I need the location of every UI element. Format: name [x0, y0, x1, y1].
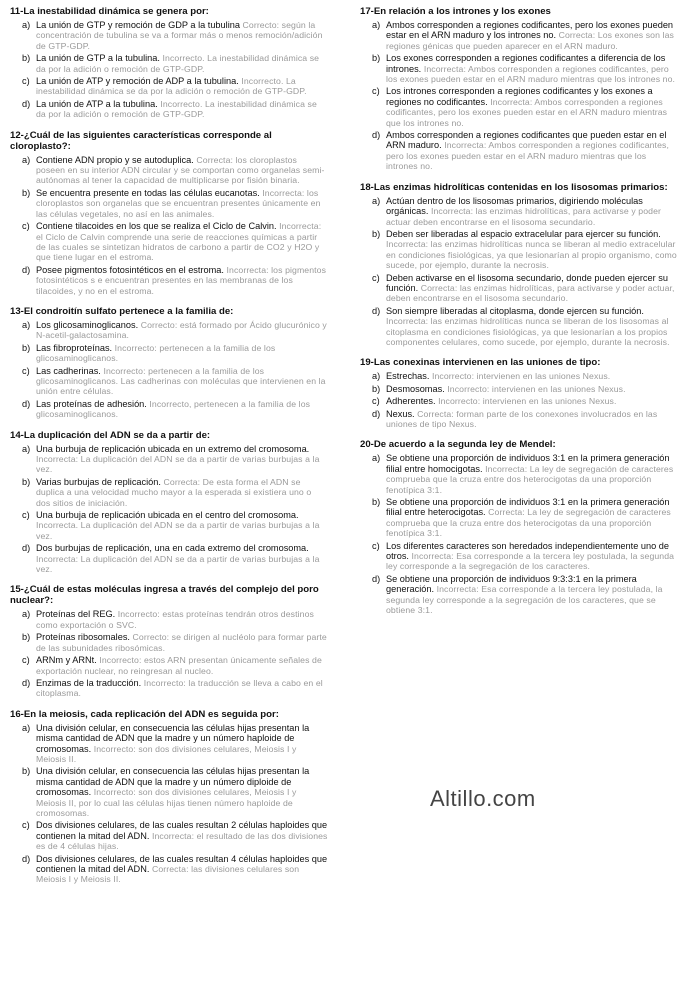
option-feedback: Incorrecta. La duplicación del ADN se da a partir de varias burbujas a la vez.	[36, 520, 320, 541]
option-text: Ambos corresponden a regiones codificantes, pero los exones pueden estar en el ARN maduro y los intrones no.	[386, 20, 674, 41]
answer-option	[360, 306, 678, 348]
option-letter: d)	[22, 398, 31, 409]
option-feedback: Correcta: las enzimas hidrolíticas, para activarse y poder actuar, deben encontrarse en el lisosoma secundario.	[386, 282, 675, 304]
option-letter: a)	[22, 154, 31, 165]
option-text: Una división celular, en consecuencia las células hijas presentan la misma cantidad de ADN que la madre y un número haploide de cromosomas.	[36, 722, 310, 754]
option-text: ARNm y ARNt.	[36, 655, 97, 666]
answer-option	[10, 20, 328, 51]
answer-option	[10, 343, 328, 364]
option-text: Adherentes.	[386, 396, 436, 407]
answer-option	[360, 229, 678, 271]
option-feedback: Incorrecto. La inestabilidad dinámica se da por la adición o remoción de GTP-GDP.	[36, 98, 317, 120]
answer-option	[360, 86, 678, 128]
option-letter: c)	[22, 365, 30, 376]
question-title: 16-En la meiosis, cada replicación del ADN es seguida por:	[10, 708, 279, 720]
option-text: Las cadherinas.	[36, 365, 101, 376]
option-feedback: Incorrecto: intervienen en las uniones Nexus.	[447, 383, 626, 394]
answer-option	[10, 543, 328, 574]
option-text: Se obtiene una proporción de individuos 9:3:3:1 en la primera generación.	[386, 573, 637, 595]
answer-option	[10, 99, 328, 120]
option-text: La unión de GTP a la tubulina.	[36, 53, 160, 64]
answer-option	[10, 723, 328, 765]
answer-option	[10, 477, 328, 508]
option-text: Los diferentes caracteres son heredados independientemente uno de otros.	[386, 540, 669, 562]
answer-options	[360, 196, 678, 348]
answer-option	[10, 678, 328, 699]
answer-option	[360, 196, 678, 227]
option-feedback: Incorrecta: los pigmentos fotosintéticos s e encuentran presentes en las membranas de los tilacoides, y no en el estroma.	[36, 264, 327, 296]
answer-option	[10, 320, 328, 341]
option-feedback: Incorrecto: pertenecen a la familia de los glicosaminoglicanos. Las cadherinas con moléculas que intervienen en la unión entre células.	[36, 365, 326, 397]
option-text: Contiene ADN propio y se autoduplica.	[36, 154, 194, 165]
question-title: 11-La inestabilidad dinámica se genera por:	[10, 6, 209, 17]
option-letter: b)	[22, 342, 31, 353]
option-feedback: Incorrecto: intervienen en las uniones Nexus.	[431, 371, 611, 382]
answer-option	[10, 609, 328, 630]
answer-options	[10, 320, 328, 420]
answer-option	[10, 510, 328, 541]
option-feedback: Incorrecta: el Ciclo de Calvin comprende una serie de reacciones químicas a partir de las cuales se sintetizan hidratos de carbono a partir de CO2 y H2O y que tiene lugar en el estroma.	[36, 221, 322, 263]
right-column	[360, 6, 678, 626]
option-letter: c)	[22, 76, 30, 87]
answer-option	[10, 221, 328, 263]
option-letter: c)	[22, 820, 30, 831]
question-title: 17-En relación a los intrones y los exones	[360, 6, 551, 17]
option-feedback: Incorrecta: las enzimas hidrolíticas nunca se liberan al medio extracelular en condiciones fisiológicas, ya que lesionarían al propio organismo, como sucede, por ejemplo, durante la necrosis.	[386, 239, 677, 271]
option-feedback: Incorrecta: Esa corresponde a la tercera ley postulada, la segunda ley corresponde a la segregación de los caracteres.	[386, 551, 675, 572]
answer-option	[10, 155, 328, 186]
question-block	[360, 439, 678, 615]
question-title: 13-El condroitín sulfato pertenece a la familia de:	[10, 305, 234, 317]
answer-option	[10, 76, 328, 97]
option-text: Contiene tilacoides en los que se realiza el Ciclo de Calvin.	[36, 221, 277, 232]
option-text: Se obtiene una proporción de individuos 3:1 en la primera generación filial entre heterocigotas.	[386, 497, 670, 518]
option-feedback: Incorrecto: son dos divisiones celulares, Meiosis I y Meiosis II, por lo cual las células hijas tienen número haploide de cromosomas.	[36, 787, 297, 818]
option-feedback: Incorrecto. La inestabilidad dinámica se da por la adición o remoción de GTP-GDP.	[36, 76, 307, 97]
option-feedback: Correcta: Los exones son las regiones génicas que pueden aparecer en el ARN maduro.	[386, 30, 674, 51]
option-letter: b)	[22, 766, 31, 777]
answer-options	[10, 20, 328, 120]
option-text: Los intrones corresponden a regiones codificantes y los exones a regiones no codificantes.	[386, 86, 653, 107]
answer-option	[360, 130, 678, 172]
answer-option	[10, 265, 328, 296]
answer-option	[10, 766, 328, 818]
option-text: Proteínas del REG.	[36, 609, 116, 620]
option-letter: c)	[372, 86, 380, 97]
answer-option	[360, 497, 678, 539]
option-letter: c)	[372, 540, 380, 551]
option-text: Una burbuja de replicación ubicada en el centro del cromosoma.	[36, 510, 299, 521]
option-letter: a)	[22, 20, 31, 30]
answer-option	[360, 384, 678, 394]
option-letter: a)	[372, 20, 381, 30]
option-letter: d)	[22, 853, 31, 864]
option-text: Dos burbujas de replicación, una en cada extremo del cromosoma.	[36, 543, 309, 554]
option-letter: b)	[22, 187, 31, 198]
option-text: Una burbuja de replicación ubicada en un extremo del cromosoma.	[36, 443, 310, 454]
option-text: La unión de GTP y remoción de GDP a la tubulina	[36, 20, 240, 30]
answer-options	[10, 444, 328, 575]
question-title: 18-Las enzimas hidrolíticas contenidas en los lisosomas primarios:	[360, 181, 668, 193]
option-feedback: Correcta: De esta forma el ADN se duplica a una velocidad mucho mayor a la esperada si existiera uno o dos sitios de iniciación.	[36, 476, 312, 508]
option-feedback: Incorrecta: el resultado de las dos divisiones es de 4 células hijas.	[36, 830, 328, 852]
answer-options	[10, 609, 328, 698]
option-letter: d)	[22, 98, 31, 109]
option-feedback: Correcta: forman parte de los conexones involucrados en las uniones de tipo Nexus.	[386, 408, 658, 429]
option-feedback: Correcto: está formado por Ácido glucurónico y N-acetil-galactosamina.	[36, 319, 327, 341]
option-letter: d)	[22, 264, 31, 275]
question-title: 12-¿Cuál de las siguientes características corresponde al cloroplasto?:	[10, 129, 272, 152]
option-letter: b)	[22, 53, 31, 64]
option-feedback: Incorrecto: intervienen en las uniones Nexus.	[438, 396, 617, 407]
answer-option	[360, 574, 678, 616]
answer-option	[360, 396, 678, 406]
option-text: Los glicosaminoglicanos.	[36, 319, 139, 330]
option-text: La unión de ATP y remoción de ADP a la tubulina.	[36, 76, 239, 87]
question-block	[10, 306, 328, 420]
answer-option	[360, 273, 678, 304]
answer-options	[10, 723, 328, 885]
option-text: Dos divisiones celulares, de las cuales resultan 4 células haploides que contienen la mitad del ADN.	[36, 853, 328, 874]
option-text: Estrechas.	[386, 371, 430, 382]
option-letter: a)	[22, 443, 31, 454]
option-letter: d)	[372, 573, 381, 584]
option-feedback: Incorrecta: los cloroplastos son organelas que se encuentran presentes únicamente en las células vegetales, no así en las animales.	[36, 187, 321, 219]
option-feedback: Incorrecta: Ambos corresponden a regiones codificantes, pero los exones pueden estar en el ARN maduro mientras que los intrones no.	[386, 140, 669, 172]
answer-option	[10, 188, 328, 219]
option-feedback: Incorrecto, pertenecen a la familia de los glicosaminoglicanos.	[36, 398, 311, 420]
answer-option	[10, 53, 328, 74]
question-title: 19-Las conexinas intervienen en las uniones de tipo:	[360, 357, 601, 369]
answer-option	[360, 53, 678, 84]
answer-option	[360, 371, 678, 381]
option-text: Las proteínas de adhesión.	[36, 398, 147, 409]
option-feedback: Incorrecta: las enzimas hidrolíticas, para activarse y poder actuar deben encontrarse en el lisosoma secundario.	[386, 206, 661, 227]
option-feedback: Incorrecta: las enzimas hidrolíticas nunca se liberan de los lisosomas al citoplasma en condiciones fisiológicas, ya que lesionarían a los propios componentes celulares, como sucede, por ejemplo, durante la necrosis.	[386, 316, 670, 347]
option-letter: b)	[372, 383, 381, 394]
answer-option	[10, 655, 328, 676]
answer-option	[360, 453, 678, 495]
option-feedback: Incorrecta: Ambos corresponden a regiones codificantes, pero los exones pueden estar en el ARN maduro mientras que los intrones no.	[386, 96, 668, 128]
answer-option	[10, 399, 328, 420]
option-text: Ambos corresponden a regiones codificantes que pueden estar en el ARN maduro.	[386, 130, 667, 151]
answer-option	[360, 541, 678, 572]
site-watermark: Altillo.com	[430, 786, 536, 811]
option-feedback: Incorrecta: Esa corresponde a la tercera ley postulada, la segunda ley corresponde a la segregación de los caracteres, que se obtiene 3:1.	[386, 584, 663, 616]
option-letter: c)	[372, 272, 380, 283]
option-letter: d)	[372, 408, 381, 419]
answer-option	[10, 820, 328, 851]
option-text: Nexus.	[386, 408, 415, 419]
option-text: Una división celular, en consecuencia las células hijas presentan la misma cantidad de ADN que la madre y un número diploide de cromosomas.	[36, 766, 310, 798]
option-feedback: Incorrecto: son dos divisiones celulares, Meiosis I y Meiosis II.	[36, 743, 297, 764]
answer-options	[360, 371, 678, 429]
option-feedback: Incorrecta: La duplicación del ADN se da a partir de varias burbujas a la vez.	[36, 553, 320, 575]
question-title: 14-La duplicación del ADN se da a partir de:	[10, 429, 211, 441]
option-letter: d)	[22, 677, 31, 688]
option-letter: d)	[22, 543, 31, 554]
option-letter: d)	[372, 130, 381, 141]
option-text: Desmosomas.	[386, 383, 445, 394]
option-letter: c)	[22, 655, 30, 666]
option-text: Deben activarse en el lisosoma secundario, donde pueden ejercer su función.	[386, 272, 668, 293]
question-block	[360, 357, 678, 429]
question-block	[360, 182, 678, 348]
option-feedback: Incorrecta: Ambos corresponden a regiones codificantes, pero los exones pueden estar en el ARN maduro mientras que los intrones no.	[386, 63, 676, 85]
question-block	[10, 584, 328, 698]
answer-options	[10, 155, 328, 296]
option-letter: b)	[372, 53, 381, 64]
question-block	[10, 430, 328, 575]
question-title: 20-De acuerdo a la segunda ley de Mendel:	[360, 439, 556, 451]
option-text: Dos divisiones celulares, de las cuales resultan 2 células haploides que contienen la mitad del ADN.	[36, 820, 328, 841]
option-letter: b)	[22, 476, 31, 487]
option-text: Posee pigmentos fotosintéticos en el estroma.	[36, 264, 224, 275]
option-text: Varias burbujas de replicación.	[36, 476, 161, 487]
option-feedback: Incorrecto: estos ARN presentan únicamente señales de exportación nuclear, no reingresan al nucleo.	[36, 655, 322, 676]
option-feedback: Correcto: se dirigen al nucléolo para formar parte de las subunidades ribosómicas.	[36, 632, 327, 653]
option-letter: a)	[372, 453, 381, 464]
answer-options	[360, 20, 678, 172]
option-letter: a)	[372, 371, 381, 382]
answer-option	[10, 366, 328, 397]
option-text: Se encuentra presente en todas las células eucanotas.	[36, 187, 260, 198]
option-feedback: Incorrecta: La ley de segregación de caracteres comprueba que la cruza entre dos heterocigotas da una proporción fenotípica 3:1.	[386, 463, 674, 495]
option-text: Son siempre liberadas al citoplasma, donde ejercen su función.	[386, 305, 644, 316]
answer-option	[360, 409, 678, 430]
answer-options	[360, 453, 678, 615]
option-text: Los exones corresponden a regiones codificantes a diferencia de los intrones.	[386, 53, 666, 74]
option-letter: a)	[22, 609, 31, 620]
left-column	[10, 6, 328, 895]
question-block	[10, 6, 328, 120]
option-text: Proteínas ribosomales.	[36, 632, 130, 643]
option-feedback: Correcta: los cloroplastos poseen en su interior ADN circular y se comportan como organelas semi-autónomas al tener la capacidad de multiplicarse por fisión binaria.	[36, 154, 325, 186]
question-title: 15-¿Cuál de estas moléculas ingresa a través del complejo del poro nuclear?:	[10, 584, 319, 607]
option-text: Las fibroproteínas.	[36, 342, 113, 353]
option-feedback: Correcta: las divisiones celulares son Meiosis I y Meiosis II.	[36, 864, 300, 885]
option-text: Actúan dentro de los lisosomas primarios, digiriendo moléculas orgánicas.	[386, 195, 643, 217]
question-block	[10, 709, 328, 885]
answer-option	[10, 444, 328, 475]
option-text: Deben ser liberadas al espacio extracelular para ejercer su función.	[386, 228, 661, 239]
option-feedback: Incorrecto. La inestabilidad dinámica se da por la adición o remoción de GTP-GDP.	[36, 53, 320, 74]
option-feedback: Correcta: La ley de segregación de caracteres comprueba que la cruza entre dos heterocigotas da una proporción fenotípica 3:1.	[386, 507, 671, 539]
option-letter: a)	[22, 319, 31, 330]
option-letter: b)	[22, 632, 31, 643]
answer-option	[10, 854, 328, 885]
option-feedback: Incorrecto: la traducción se lleva a cabo en el citoplasma.	[36, 677, 323, 699]
answer-option	[10, 632, 328, 653]
option-letter: a)	[372, 195, 381, 206]
option-letter: c)	[22, 221, 30, 232]
option-letter: b)	[372, 497, 381, 508]
option-letter: c)	[372, 396, 380, 407]
answer-option	[360, 20, 678, 51]
option-letter: a)	[22, 722, 31, 733]
option-letter: d)	[372, 305, 381, 316]
option-text: La unión de ATP a la tubulina.	[36, 98, 158, 109]
option-letter: c)	[22, 510, 30, 521]
question-block	[360, 6, 678, 172]
option-text: Se obtiene una proporción de individuos 3:1 en la primera generación filial entre homocigotas.	[386, 453, 670, 474]
option-letter: b)	[372, 228, 381, 239]
question-block	[10, 130, 328, 296]
option-text: Enzimas de la traducción.	[36, 677, 142, 688]
option-feedback: Incorrecto: estas proteínas tendrán otros destinos como exportación o SVC.	[36, 609, 314, 630]
option-feedback: Incorrecto: pertenecen a la familia de los glicosaminoglicanos.	[36, 342, 276, 364]
option-feedback: Correcto: según la concentración de tubulina se va a formar más o menos remoción/adición de GTP-GDP.	[36, 20, 323, 51]
option-feedback: Incorrecta: La duplicación del ADN se da a partir de varias burbujas a la vez.	[36, 454, 320, 475]
